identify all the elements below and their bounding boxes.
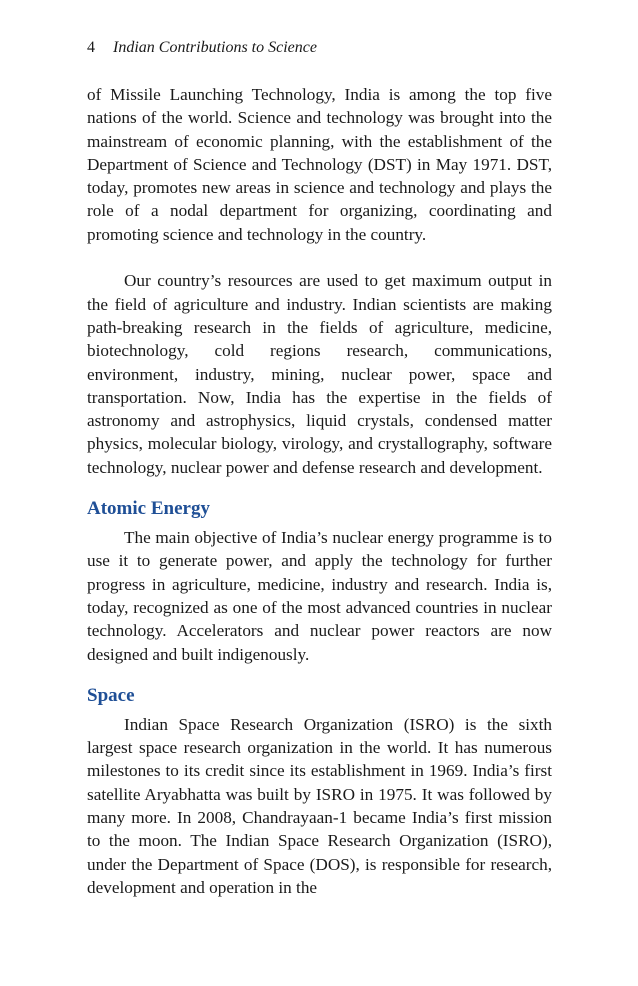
section-atomic-energy bbox=[87, 497, 552, 666]
paragraph-continued: of Missile Launching Technology, India is among the top five nations of the world. Science and technology was brought into the mainstream of economic planning, with the establishment of the Department of Science and Technology (DST) in May 1971. DST, today, promotes new areas in science and technology and plays the role of a nodal department for organizing, coordinating and promoting science and technology in the country. bbox=[87, 85, 552, 244]
section-body-atomic-energy: The main objective of India’s nuclear energy programme is to use it to generate power, and apply the technology for further progress in agriculture, medicine, industry and research. India is, today, recognized as one of the most advanced countries in nuclear technology. Accelerators and nuclear power reactors are now designed and built indigenously. bbox=[87, 528, 552, 664]
running-title: Indian Contributions to Science bbox=[113, 39, 317, 56]
paragraph-resources: Our country’s resources are used to get maximum output in the field of agriculture and industry. Indian scientists are making path-breaking research in the fields of agriculture, medicine, biotechnology, cold regions research, communications, environment, industry, mining, nuclear power, space and transportation. Now, India has the expertise in the fields of astronomy and astrophysics, liquid crystals, condensed matter physics, molecular biology, virology, and crystallography, software technology, nuclear power and defense research and development. bbox=[87, 271, 552, 477]
page-number: 4 bbox=[87, 39, 95, 56]
running-header bbox=[87, 38, 317, 58]
section-heading-atomic-energy: Atomic Energy bbox=[87, 498, 210, 520]
section-body-space: Indian Space Research Organization (ISRO) is the sixth largest space research organization in the world. It has numerous milestones to its credit since its establishment in 1969. India’s first satellite Aryabhatta was built by ISRO in 1975. It was followed by many more. In 2008, Chandrayaan-1 became India’s first mission to the moon. The Indian Space Research Organization (ISRO), under the Department of Space (DOS), is responsible for research, development and operation in the bbox=[87, 714, 552, 897]
section-heading-space: Space bbox=[87, 684, 135, 706]
page-content bbox=[87, 83, 552, 899]
section-space bbox=[87, 684, 552, 899]
